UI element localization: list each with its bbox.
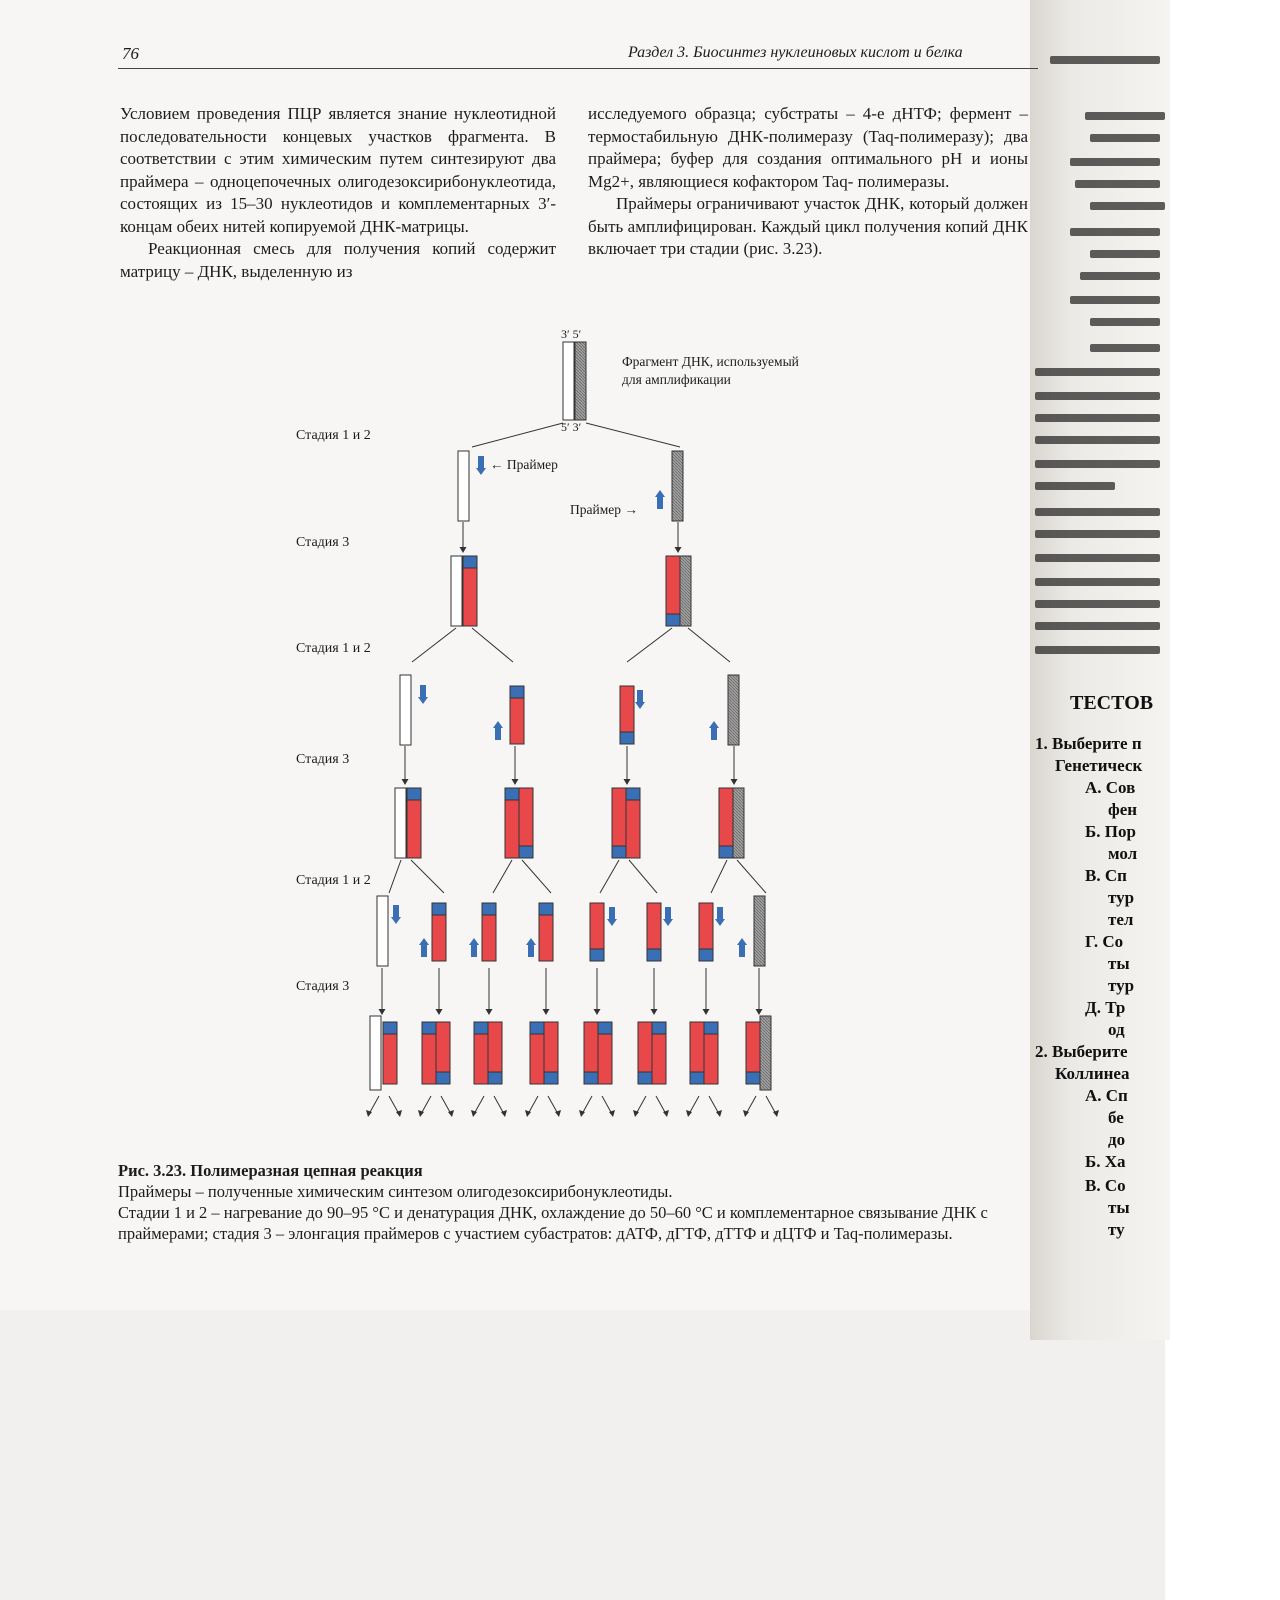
template-strand [563,342,574,420]
bleed-text: тур [1108,976,1135,995]
paragraph: Праймеры ограничивают участок ДНК, который должен быть амплифицирован. Каждый цикл получения копий ДНК включает три стадии (рис. 3.23). [588,194,1028,258]
bleed-text: В. Сп [1085,866,1127,885]
primer-segment [474,1022,488,1034]
bleed-text: тел [1108,910,1134,929]
primer-segment [690,1072,704,1084]
connector-line [656,1096,666,1114]
primer-arrow-head [709,721,719,728]
primer-arrow [421,945,427,957]
bleed-text: ты [1108,954,1130,973]
connector-line [441,1096,451,1114]
primer-label-right: ← Праймер [490,457,558,472]
connector-line [602,1096,612,1114]
bleed-text: В. Со [1085,1176,1126,1195]
template-strand [377,896,388,966]
bleed-text: 1. Выберите п [1035,734,1142,753]
primer-arrow [657,497,663,509]
template-strand [400,675,411,745]
primer-arrow-head [391,917,401,924]
connector-line [746,1096,756,1114]
connector-line [766,1096,776,1114]
connector-line [421,1096,431,1114]
bleed-text: бе [1108,1108,1124,1127]
bleed-text: Б. Пор [1085,822,1136,841]
primer-segment [699,949,713,961]
bleed-text: 2. Выберите [1035,1042,1128,1061]
connector-line [494,1096,504,1114]
strand-ends-bottom: 5′ 3′ [561,420,582,434]
arrow-head [402,779,409,785]
connector-line [586,423,680,447]
scanner-bed [0,1310,1165,1600]
primer-segment [666,614,680,626]
primer-segment [436,1072,450,1084]
primer-segment [383,1022,397,1034]
template-strand-hatched [728,675,739,745]
primer-arrow [478,456,484,468]
arrow-head [731,779,738,785]
bleed-text: ту [1108,1220,1125,1239]
paragraph: Реакционная смесь для получения копий содержит матрицу – ДНК, выделенную из [120,239,556,281]
primer-segment [612,846,626,858]
figure-caption [118,1160,1038,1244]
caption-line: Стадии 1 и 2 – нагревание до 90–95 °С и денатурация ДНК, охлаждение до 50–60 °С и комплементарное связывание ДНК с праймерами; стадия 3 – элонгация праймеров с участием субастратов: дАТФ, дГТФ, дТТФ и дЦТФ и Taq-полимеразы. [118,1203,988,1243]
bleed-text: Генетическ [1055,756,1143,775]
connector-line [688,628,730,662]
connector-line [600,860,619,893]
caption-title: Рис. 3.23. Полимеразная цепная реакция [118,1161,423,1180]
arrow-head [756,1009,763,1015]
connector-line [689,1096,699,1114]
connector-line [522,860,551,893]
primer-segment [432,903,446,915]
primer-segment [539,903,553,915]
primer-segment [590,949,604,961]
bleed-text: А. Сп [1085,1086,1128,1105]
connector-line [636,1096,646,1114]
page-number: 76 [122,44,139,63]
connector-line [474,1096,484,1114]
caption-line: Праймеры – полученные химическим синтезом олигодезоксирибонуклеотиды. [118,1182,673,1201]
primer-arrow-head [715,919,725,926]
stage-label: Стадия 3 [296,979,350,994]
primer-segment [488,1072,502,1084]
primer-arrow-head [737,938,747,945]
primer-arrow [471,945,477,957]
template-strand [370,1016,381,1090]
primer-arrow-head [419,938,429,945]
connector-line [711,860,727,893]
bleed-text: од [1108,1020,1125,1039]
bleed-text: Б. Ха [1085,1152,1126,1171]
primer-segment [407,788,421,800]
stage-label: Стадия 1 и 2 [296,873,371,888]
paragraph: Условием проведения ПЦР является знание нуклеотидной последовательности концевых участков фрагмента. В соответствии с этим химическим путем синтезируют два праймера – одноцепочечных олигодезоксирибонуклеотида, состоящих из 15–30 нуклеотидов и комплементарных 3′-концам обеих нитей копируемой ДНК-матрицы. [120,104,556,236]
primer-segment [530,1022,544,1034]
primer-arrow [495,728,501,740]
arrow-head [460,547,467,553]
primer-label-left: Праймер → [570,502,638,517]
primer-segment [510,686,524,698]
primer-arrow [637,690,643,702]
template-strand [451,556,462,626]
primer-segment [422,1022,436,1034]
connector-line [582,1096,592,1114]
primer-arrow-head [607,919,617,926]
primer-arrow [609,907,615,919]
primer-arrow [420,685,426,697]
connector-line [493,860,512,893]
template-strand [458,451,469,521]
primer-segment [638,1072,652,1084]
primer-segment [719,846,733,858]
bleed-text: Г. Со [1085,932,1124,951]
connector-line [472,628,513,662]
bleed-heading: ТЕСТОВ [1070,692,1154,714]
primer-segment [463,556,477,568]
arrow-head [703,1009,710,1015]
bleed-text: фен [1108,800,1138,819]
connector-line [548,1096,558,1114]
arrow-head [651,1009,658,1015]
primer-segment [647,949,661,961]
fragment-label-line1: Фрагмент ДНК, используемый [622,354,799,369]
primer-arrow-head [469,938,479,945]
primer-arrow [393,905,399,917]
connector-line [411,860,444,893]
arrow-head [675,547,682,553]
primer-arrow-head [493,721,503,728]
arrow-head [379,1009,386,1015]
template-strand-hatched [754,896,765,966]
arrow-head [512,779,519,785]
primer-arrow-head [635,702,645,709]
connector-line [629,860,657,893]
primer-arrow-head [663,919,673,926]
bleed-text: А. Сов [1085,778,1136,797]
connector-line [412,628,456,662]
primer-segment [626,788,640,800]
primer-segment [704,1022,718,1034]
arrow-head [624,779,631,785]
connector-line [709,1096,719,1114]
primer-arrow [739,945,745,957]
primer-segment [544,1072,558,1084]
stage-label: Стадия 3 [296,752,350,767]
primer-arrow [665,907,671,919]
primer-arrow [711,728,717,740]
connector-line [389,1096,399,1114]
stage-label: Стадия 1 и 2 [296,641,371,656]
bleed-text: до [1108,1130,1126,1149]
connector-line [472,423,563,447]
template-strand [395,788,406,858]
template-strand-hatched [575,342,586,420]
running-title: Раздел 3. Биосинтез нуклеиновых кислот и белка [628,44,963,61]
stage-label: Стадия 1 и 2 [296,428,371,443]
template-strand-hatched [733,788,744,858]
connector-line [737,860,766,893]
primer-segment [519,846,533,858]
paragraph: исследуемого образца; субстраты – 4-е дНТФ; фермент – термостабильную ДНК-полимеразу (Taq-полимеразу); два праймера; буфер для создания оптимального pH и ионы Mg2+, являющиеся кофактором Taq- полимеразы. [588,104,1028,191]
primer-segment [652,1022,666,1034]
arrow-head [543,1009,550,1015]
primer-segment [505,788,519,800]
template-strand-hatched [672,451,683,521]
template-strand-hatched [760,1016,771,1090]
primer-arrow-head [526,938,536,945]
template-strand-hatched [680,556,691,626]
connector-line [528,1096,538,1114]
connector-line [369,1096,379,1114]
bleed-text: ты [1108,1198,1130,1217]
primer-segment [620,732,634,744]
stage-label: Стадия 3 [296,535,350,550]
arrow-head [486,1009,493,1015]
arrow-head [436,1009,443,1015]
bleed-text: Д. Тр [1085,998,1126,1017]
arrow-head [594,1009,601,1015]
primer-segment [584,1072,598,1084]
fragment-label-line2: для амплификации [622,372,731,387]
primer-arrow-head [655,490,665,497]
primer-segment [746,1072,760,1084]
primer-arrow [528,945,534,957]
primer-segment [598,1022,612,1034]
primer-arrow-head [476,468,486,475]
primer-arrow [717,907,723,919]
strand-ends-top: 3′ 5′ [561,327,582,341]
connector-line [389,860,401,893]
primer-segment [482,903,496,915]
primer-arrow-head [418,697,428,704]
bleed-text: Коллинеа [1055,1064,1130,1083]
connector-line [627,628,672,662]
bleed-text: мол [1108,844,1138,863]
bleed-text: тур [1108,888,1135,907]
